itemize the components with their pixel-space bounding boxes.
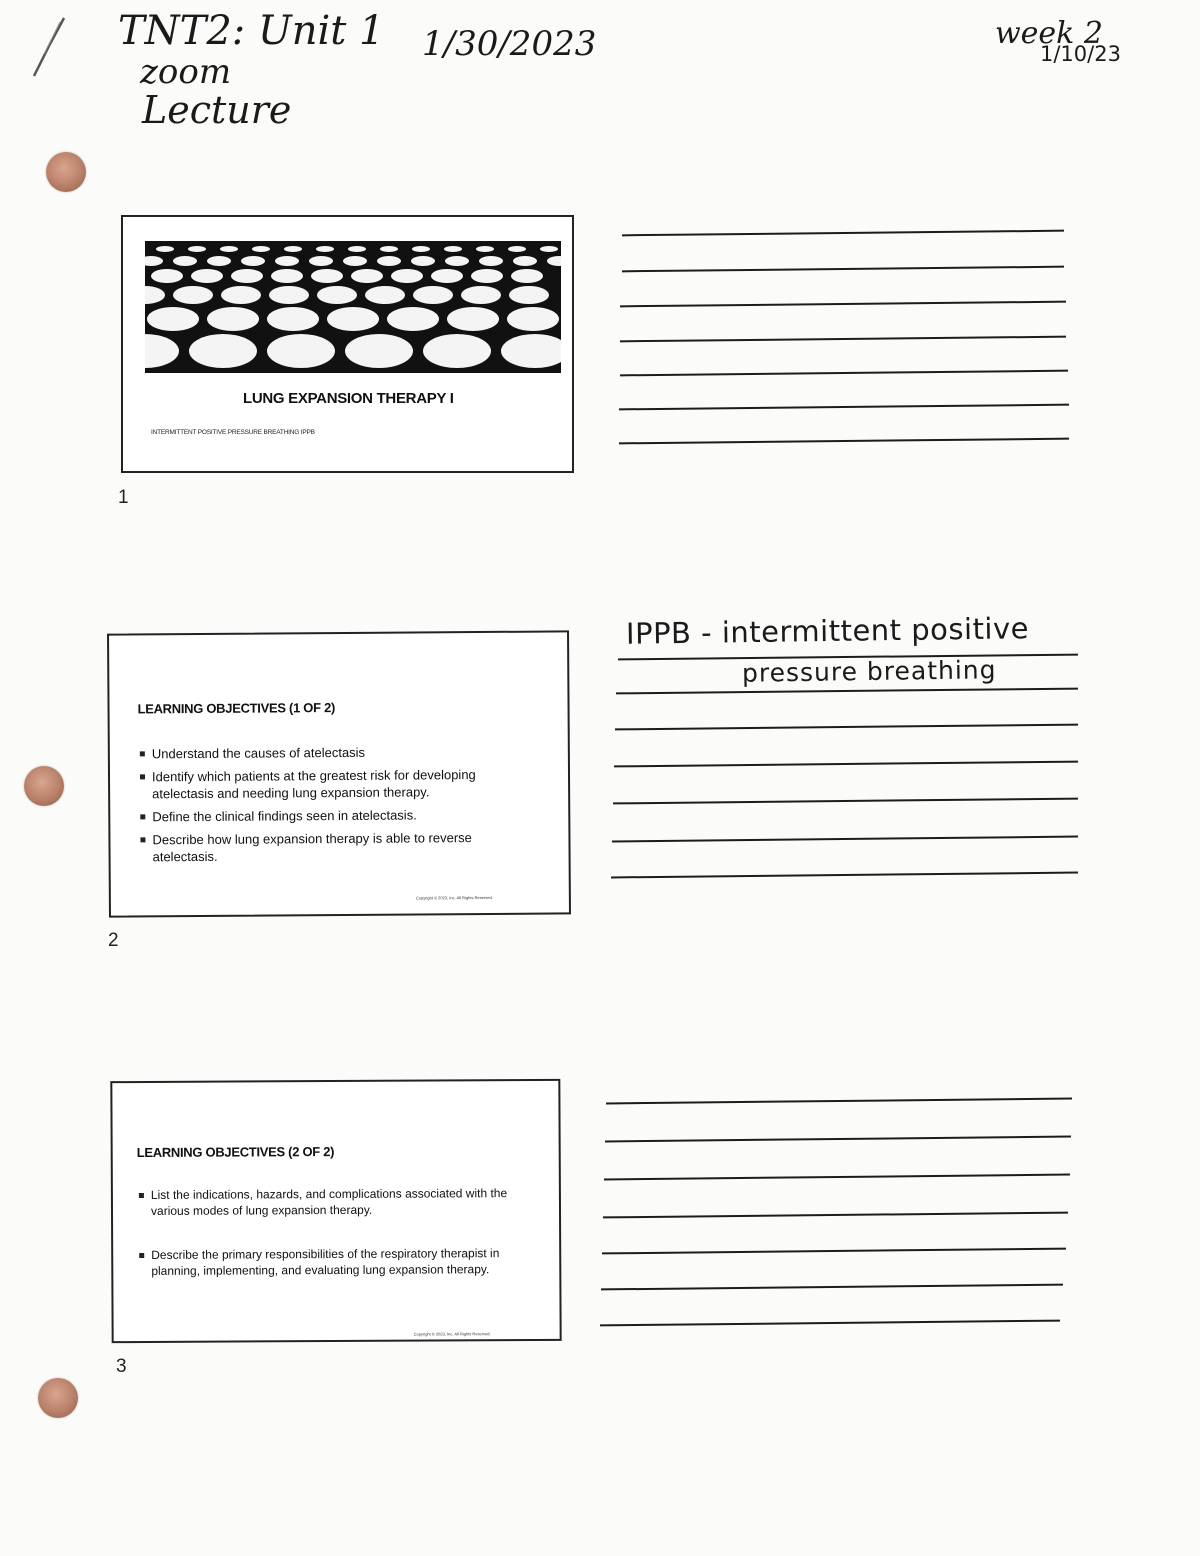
note-line	[620, 336, 1066, 343]
bullet-item: Describe how lung expansion therapy is able to reverse atelectasis.	[140, 829, 540, 866]
slide-1-title: LUNG EXPANSION THERAPY I	[243, 390, 454, 407]
note-ippb-line1: IPPB - intermittent positive	[625, 611, 1030, 651]
note-line	[622, 230, 1064, 237]
slide-3-bullets	[139, 1185, 530, 1285]
note-line	[622, 266, 1064, 273]
note-line	[612, 836, 1078, 843]
course-title: TNT2: Unit 1	[118, 8, 385, 54]
slide-2-number: 2	[108, 930, 119, 951]
punch-hole-middle	[24, 766, 64, 806]
note-line	[616, 688, 1078, 695]
slide-3-number: 3	[116, 1356, 127, 1377]
bullet-item: Understand the causes of atelectasis	[140, 743, 540, 763]
slide-1-image	[145, 241, 561, 373]
note-line	[614, 761, 1078, 768]
slide-1-showthrough	[163, 392, 166, 403]
note-line	[605, 1136, 1071, 1143]
week-label: week 2	[995, 16, 1103, 51]
slide-1-number: 1	[118, 487, 129, 508]
bullet-item: Define the clinical findings seen in atelectasis.	[140, 806, 540, 826]
pen-mark	[20, 14, 70, 84]
slide-2-bullets	[140, 743, 541, 872]
lecture-mode: zoom	[140, 52, 232, 92]
lecture-type: Lecture	[142, 88, 292, 132]
slide-2-copyright: Copyright © 2023, Inc. All Rights Reserved.	[415, 894, 493, 901]
punch-hole-bottom	[38, 1378, 78, 1418]
note-line	[620, 301, 1066, 308]
slide-1	[121, 215, 574, 473]
note-line	[619, 404, 1069, 411]
note-line	[619, 438, 1069, 445]
note-line	[602, 1248, 1066, 1255]
slide-3-copyright: Copyright © 2023, Inc. All Rights Reserved.	[413, 1331, 491, 1337]
slide-3-title: LEARNING OBJECTIVES (2 OF 2)	[136, 1144, 335, 1161]
bullet-item: Identify which patients at the greatest risk for developing atelectasis and needing lung expansion therapy.	[140, 766, 540, 803]
punch-hole-top	[46, 152, 86, 192]
note-line	[620, 370, 1068, 377]
note-line	[611, 872, 1078, 879]
note-line	[604, 1174, 1070, 1181]
note-line	[606, 1098, 1072, 1105]
slide-2-title: LEARNING OBJECTIVES (1 OF 2)	[137, 700, 336, 717]
note-ippb-line2: pressure breathing	[741, 655, 997, 688]
bullet-item: List the indications, hazards, and complications associated with the various modes of lung expansion therapy.	[139, 1185, 529, 1219]
slide-3	[110, 1079, 561, 1343]
lecture-date: 1/30/2023	[422, 24, 597, 64]
slide-1-subtitle: INTERMITTENT POSITIVE PRESSURE BREATHING IPPB	[151, 429, 315, 436]
note-line	[601, 1284, 1063, 1291]
note-line	[603, 1212, 1068, 1219]
note-line	[613, 798, 1078, 805]
note-line	[600, 1320, 1060, 1327]
slide-2	[107, 630, 571, 917]
note-line	[615, 724, 1078, 731]
week-date: 1/10/23	[1040, 42, 1121, 66]
bullet-item: Describe the primary responsibilities of the respiratory therapist in planning, implementing, and evaluating lung expansion therapy.	[139, 1245, 529, 1279]
